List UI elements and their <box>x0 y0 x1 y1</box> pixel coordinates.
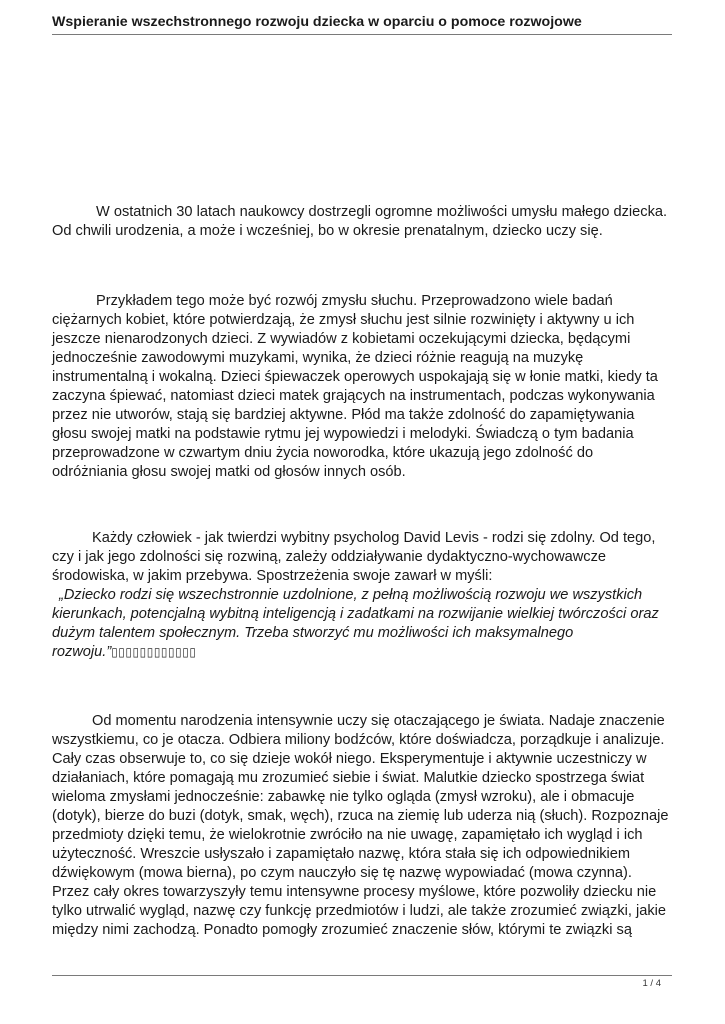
paragraph-4 <box>52 712 672 940</box>
text-line: Od momentu narodzenia intensywnie uczy się otaczającego je świata. Nadaje znaczenie <box>92 713 665 729</box>
text-line: czy i jak jego zdolności się rozwiną, zależy oddziaływanie dydaktyczno-wychowawcze <box>52 549 606 565</box>
page-header-title: Wspieranie wszechstronnego rozwoju dziecka w oparciu o pomoce rozwojowe <box>52 14 582 30</box>
text-line: Przykładem tego może być rozwój zmysłu słuchu. Przeprowadzono wiele badań <box>96 293 613 309</box>
quote-line: kierunkach, potencjalną wybitną inteligencją i zadatkami na rozwijanie wielkiej twórczości oraz <box>52 606 659 622</box>
text-line: przedmioty dzięki temu, że wielokrotnie zwróciło na nie uwagę, zapamiętało ich wygląd i ich <box>52 827 643 843</box>
text-line: wieloma zmysłami jednocześnie: zabawkę nie tylko ogląda (zmysł wzroku), ale i obmacuje <box>52 789 635 805</box>
text-line: odróżniania głosu swojej matki od głosów innych osób. <box>52 464 406 480</box>
text-line: wszystkiemu, co je otacza. Odbiera miliony bodźców, które doświadcza, porządkuje i analizuje. <box>52 732 665 748</box>
text-line: Cały czas obserwuje to, co się dzieje wokół niego. Eksperymentuje i aktywnie uczestniczy w <box>52 751 647 767</box>
paragraph-2 <box>52 292 672 482</box>
text-line: zaczyna śpiewać, natomiast dzieci matek grających na instrumentach, podczas wykonywania <box>52 388 655 404</box>
text-line: między nimi zachodzą. Ponadto pomogły zrozumieć znaczenie słów, którymi te związki są <box>52 922 632 938</box>
footer-divider <box>52 975 672 976</box>
quote-tail-glyphs: ▯▯▯▯▯▯▯▯▯▯▯▯ <box>111 645 197 659</box>
text-line: Przez cały okres towarzyszyły temu intensywne procesy myślowe, które pozwoliły dziecku nie <box>52 884 657 900</box>
quote-line: „Dziecko rodzi się wszechstronnie uzdolnione, z pełną możliwością rozwoju we wszystkich <box>59 587 643 603</box>
quote-last-line <box>52 643 672 662</box>
text-line: działaniach, które pomagają mu zrozumieć siebie i świat. Malutkie dziecko spostrzega świat <box>52 770 645 786</box>
quote-line: dużym talentem społecznym. Trzeba stworzyć mu możliwości ich maksymalnego <box>52 625 574 641</box>
page-number: 1 / 4 <box>642 978 661 989</box>
text-line: jednocześnie zawodowymi muzykami, wynika, że dzieci różnie reagują na muzykę <box>52 350 584 366</box>
text-line: środowiska, w jakim przebywa. Spostrzeżenia swoje zawarł w myśli: <box>52 568 493 584</box>
text-line: przeprowadzone w czwartym dniu życia noworodka, które ukazują jego zdolność do <box>52 445 594 461</box>
quote-line: rozwoju.” <box>52 644 112 660</box>
text-line: (dotyk), bierze do buzi (dotyk, smak, węch), rzuca na ziemię lub uderza nią (słuch). Rozpoznaje <box>52 808 669 824</box>
text-line: przez nie utworów, stają się bardziej aktywne. Płód ma także zdolność do zapamiętywania <box>52 407 635 423</box>
text-line: ciężarnych kobiet, które potwierdzają, że zmysł słuchu jest silnie rozwinięty i aktywny u ich <box>52 312 635 328</box>
text-line: dźwiękowym (mowa bierna), po czym nauczyło się tę nazwę wypowiadać (mowa czynna). <box>52 865 632 881</box>
paragraph-1 <box>52 203 672 241</box>
text-line: tylko utrwalić wygląd, nazwę czy funkcję przedmiotów i ludzi, ale także zrozumieć związki, jakie <box>52 903 666 919</box>
text-line: instrumentalną i wokalną. Dzieci śpiewaczek operowych uspokajają się w łonie matki, kiedy ta <box>52 369 658 385</box>
text-line: użyteczność. Wreszcie usłyszało i zapamiętało nazwę, która stała się ich odpowiednikiem <box>52 846 631 862</box>
paragraph-3 <box>52 529 672 662</box>
text-line: W ostatnich 30 latach naukowcy dostrzegli ogromne możliwości umysłu małego dziecka. <box>96 204 668 220</box>
text-line: Od chwili urodzenia, a może i wcześniej, bo w okresie prenatalnym, dziecko uczy się. <box>52 223 603 239</box>
text-line: głosu swojej matki na podstawie rytmu jej wypowiedzi i melodyki. Świadczą o tym badania <box>52 426 634 442</box>
text-line: Każdy człowiek - jak twierdzi wybitny psycholog David Levis - rodzi się zdolny. Od tego, <box>92 530 656 546</box>
text-line: jeszcze nienarodzonych dzieci. Z wywiadów z kobietami oczekującymi dziecka, będącymi <box>52 331 631 347</box>
header-divider <box>52 34 672 35</box>
